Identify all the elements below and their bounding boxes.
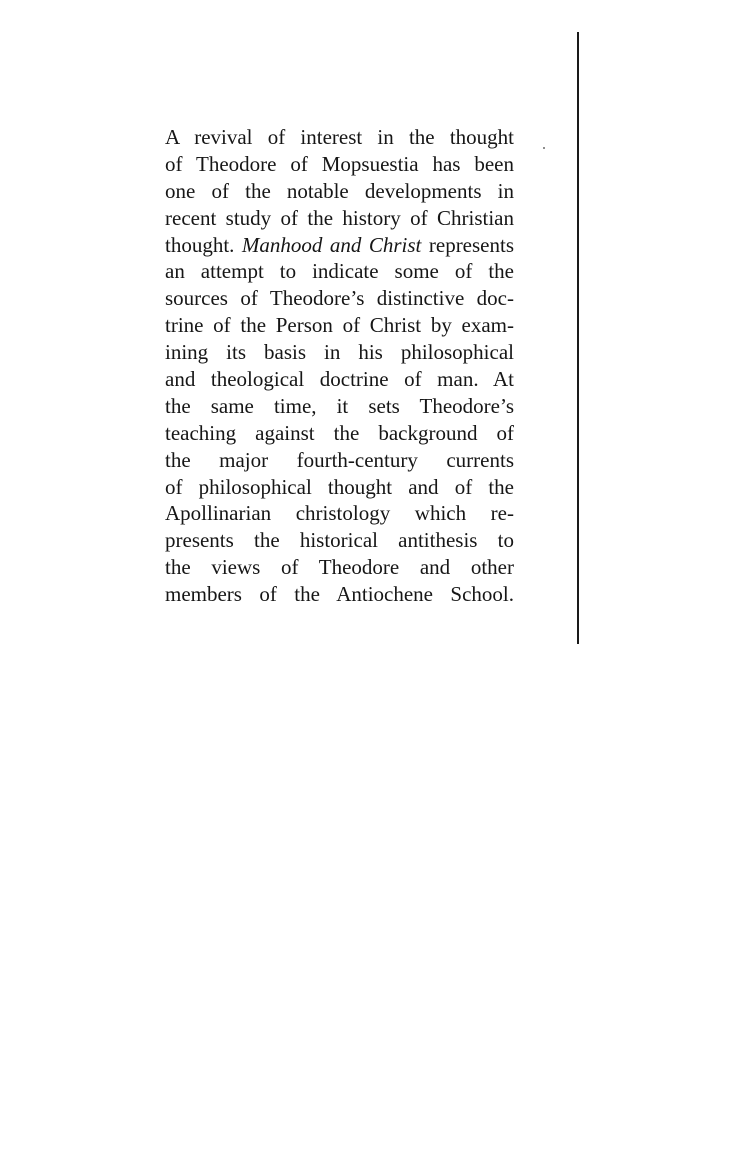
blurb-line: the same time, it sets Theodore’s xyxy=(165,393,514,418)
blurb-line: the major fourth-century currents xyxy=(165,447,514,472)
blurb-line-with-title xyxy=(165,232,514,259)
blurb-line: recent study of the history of Christian xyxy=(165,205,514,230)
flap-fold-line xyxy=(577,32,579,644)
blurb-text: represents xyxy=(428,232,515,257)
print-speck xyxy=(543,147,545,149)
blurb-line: one of the notable developments in xyxy=(165,178,514,203)
blurb-line: members of the Antiochene School. xyxy=(165,582,514,607)
jacket-blurb xyxy=(165,124,514,608)
blurb-line: Apollinarian christology which re- xyxy=(165,501,514,526)
blurb-line: A revival of interest in the thought xyxy=(165,125,514,149)
blurb-line: teaching against the background of xyxy=(165,420,514,445)
blurb-line: trine of the Person of Christ by exam- xyxy=(165,313,514,338)
blurb-line: sources of Theodore’s distinctive doc- xyxy=(165,286,514,311)
blurb-text: thought. xyxy=(165,232,235,257)
book-title: Manhood and Christ xyxy=(241,232,422,257)
blurb-line: the views of Theodore and other xyxy=(165,555,514,580)
blurb-line: an attempt to indicate some of the xyxy=(165,259,514,284)
blurb-line: of Theodore of Mopsuestia has been xyxy=(165,151,514,176)
blurb-line: ining its basis in his philosophical xyxy=(165,340,514,365)
blurb-line: of philosophical thought and of the xyxy=(165,474,514,499)
blurb-line: presents the historical antithesis to xyxy=(165,528,514,553)
blurb-line: and theological doctrine of man. At xyxy=(165,367,514,392)
